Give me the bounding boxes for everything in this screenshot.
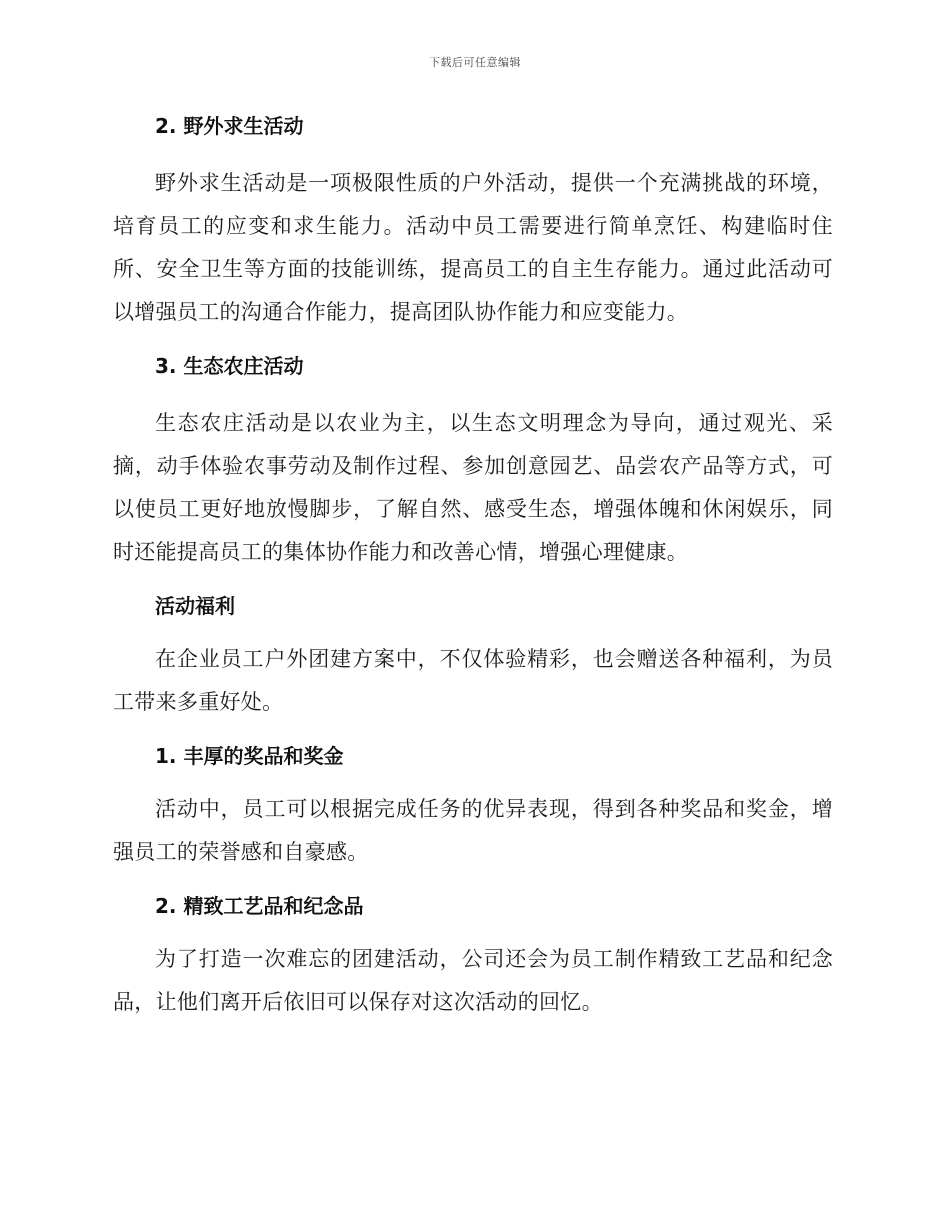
section-paragraph-wilderness-survival: 野外求生活动是一项极限性质的户外活动，提供一个充满挑战的环境，培育员工的应变和求生能力。活动中员工需要进行简单烹饪、构建临时住所、安全卫生等方面的技能训练，提高员工的自主生存能力。通过此活动可以增强员工的沟通合作能力，提高团队协作能力和应变能力。 bbox=[113, 171, 833, 324]
document-body bbox=[113, 108, 833, 1024]
section-paragraph-eco-farm: 生态农庄活动是以农业为主，以生态文明理念为导向，通过观光、采摘，动手体验农事劳动及制作过程、参加创意园艺、品尝农产品等方式，可以使员工更好地放慢脚步，了解自然、感受生态，增强体魄和休闲娱乐，同时还能提高员工的集体协作能力和改善心情，增强心理健康。 bbox=[113, 411, 833, 564]
section-heading-crafts-souvenirs: 2. 精致工艺品和纪念品 bbox=[155, 894, 364, 918]
section-paragraph-prizes-bonuses: 活动中，员工可以根据完成任务的优异表现，得到各种奖品和奖金，增强员工的荣誉感和自豪感。 bbox=[113, 797, 833, 864]
section-paragraph-crafts-souvenirs: 为了打造一次难忘的团建活动，公司还会为员工制作精致工艺品和纪念品，让他们离开后依旧可以保存对这次活动的回忆。 bbox=[113, 947, 833, 1014]
section-paragraph-activity-benefits: 在企业员工户外团建方案中，不仅体验精彩，也会赠送各种福利，为员工带来多重好处。 bbox=[113, 647, 833, 714]
page-header-note: 下载后可任意编辑 bbox=[429, 56, 521, 69]
section-heading-activity-benefits: 活动福利 bbox=[155, 594, 235, 618]
section-heading-wilderness-survival: 2. 野外求生活动 bbox=[155, 114, 304, 138]
section-heading-eco-farm: 3. 生态农庄活动 bbox=[155, 354, 304, 378]
section-heading-prizes-bonuses: 1. 丰厚的奖品和奖金 bbox=[155, 744, 344, 768]
